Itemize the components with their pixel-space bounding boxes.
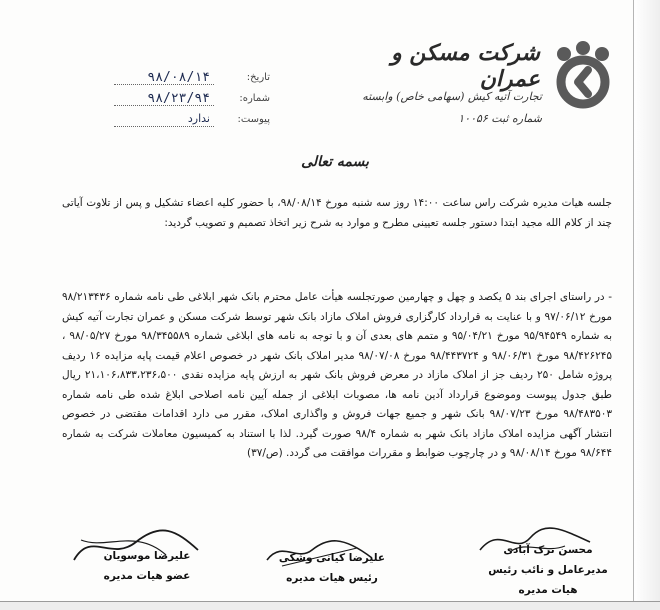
signature-name: علیرضا کیانی وشکی (278, 552, 386, 564)
signature-title: عضو هیات مدیره (103, 570, 191, 582)
signature-name: محسن ترک آبادی (503, 544, 593, 556)
signature-chairman (272, 548, 392, 588)
attachment-value: ندارد (187, 112, 210, 125)
page-edge-right (633, 0, 660, 610)
signature-title: رئیس هیات مدیره (286, 572, 378, 584)
company-name: شرکت مسکن و عمران (391, 40, 540, 92)
number-value: ۹۸/۲۳/۹۴ (147, 91, 210, 106)
number-row (70, 91, 270, 109)
signature-name: علیرضا موسویان (103, 550, 191, 562)
date-row (70, 70, 270, 88)
signature-ceo (478, 540, 618, 600)
page-edge-bottom (0, 602, 660, 610)
number-line (114, 105, 214, 106)
registration-number: شماره ثبت ۱۰۰۵۶ (458, 112, 542, 125)
company-logo-icon (548, 40, 618, 112)
attachment-line (114, 126, 214, 127)
signature-member (82, 546, 212, 586)
company-subsidiary: تجارت آتیه کیش (سهامی خاص) وابسته (362, 90, 542, 103)
intro-paragraph: جلسه هیات مدیره شرکت راس ساعت ۱۴:۰۰ روز سه شنبه مورخ ۹۸/۰۸/۱۴، با حضور کلیه اعضاء تشکیل و پس از تلاوت آیاتی چند از کلام الله مجید ابتدا دستور جلسه تعیینی مطرح و موارد به شرح زیر اتخاذ تصمیم و تصویب گردید: (62, 197, 612, 229)
attachment-row (70, 112, 270, 130)
basmala: بسمه تعالی (301, 154, 369, 170)
number-label: شماره: (239, 93, 270, 104)
signature-title: مدیرعامل و نائب رئیس هیات مدیره (488, 564, 608, 596)
date-line (114, 84, 214, 85)
attachment-label: پیوست: (237, 114, 270, 125)
resolution-paragraph: - در راستای اجرای بند ۵ یکصد و چهل و چهارمین صورتجلسه هیأت عامل محترم بانک شهر ابلاغی طی نامه شماره ۹۸/۲۱۳۴۳۶ مورخ ۹۷/۰۶/۱۲ و با عنایت به قرارداد کارگزاری فروش املاک مازاد بانک شهر توسط شرکت مسکن و عمران تجارت آتیه کیش به شماره ۹۵/۹۴۵۴۹ مورخ ۹۵/۰۴/۲۱ و متمم های بعدی آن و با توجه به نامه های ابلاغی شماره ۹۸/۳۴۵۵۸۹ مورخ ۹۸/۰۵/۲۷ ، ۹۸/۴۲۶۲۴۵ مورخ ۹۸/۰۶/۳۱ و ۹۸/۴۴۳۷۲۴ مورخ ۹۸/۰۷/۰۸ مدیر املاک بانک شهر در خصوص اعلام قیمت پایه مزایده ۱۶ ردیف پروژه شامل ۲۵۰ ردیف جز از املاک مازاد در معرض فروش بانک شهر به ارزش پایه مزایده نقدی ۲۱،۱۰۶،۸۳۳،۲۳۶،۵۰۰ ریال طبق جدول پیوست وموضوع قرارداد آدین نامه ها، مصوبات ابلاغی از جمله آیین نامه اصلاحی ابلاغ شده طی نامه شماره ۹۸/۴۸۳۵۰۳ مورخ ۹۸/۰۷/۲۳ بانک شهر و جمیع جهات فروش و واگذاری املاک، مقرر می دارد اقدامات مقتضی در خصوص انتشار آگهی مزایده املاک مازاد بانک شهر به شماره ۹۸/۴ صورت گیرد. لذا با استناد به کمیسیون معاملات شرکت به شماره ۹۸/۶۴۴ مورخ ۹۸/۰۸/۱۴ و در چارچوب ضوابط و مقررات موافقت می گردد. (ص/۳۷) (62, 291, 613, 459)
date-value: ۹۸/۰۸/۱۴ (147, 70, 210, 85)
date-label: تاریخ: (246, 72, 270, 83)
